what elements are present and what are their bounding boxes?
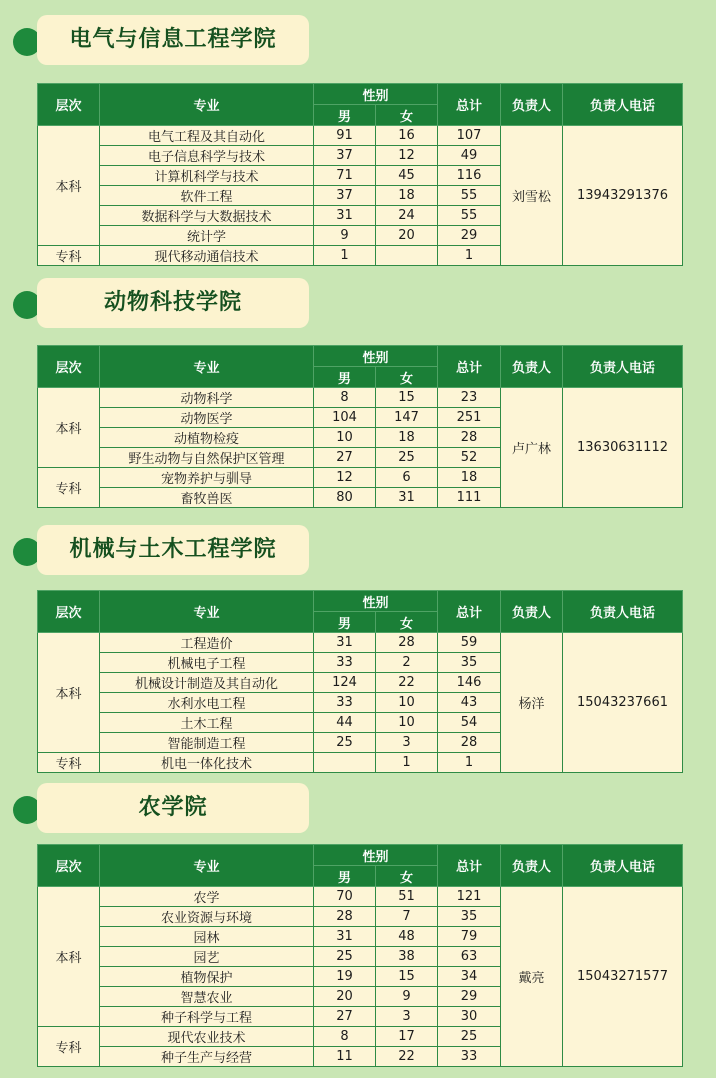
major-cell: 种子生产与经营 [100, 1047, 314, 1067]
female-count: 10 [376, 693, 438, 713]
header-person: 负责人 [501, 346, 563, 388]
major-cell: 园林 [100, 927, 314, 947]
major-cell: 计算机科学与技术 [100, 166, 314, 186]
total-count: 30 [438, 1007, 501, 1027]
male-count: 31 [314, 633, 376, 653]
header-row [38, 591, 683, 612]
header-phone: 负责人电话 [563, 84, 683, 126]
header-gender: 性别 [314, 84, 438, 105]
contact-phone: 15043271577 [563, 887, 683, 1067]
male-count: 91 [314, 126, 376, 146]
major-cell: 软件工程 [100, 186, 314, 206]
female-count: 38 [376, 947, 438, 967]
header-major: 专业 [100, 591, 314, 633]
total-count: 55 [438, 186, 501, 206]
total-count: 54 [438, 713, 501, 733]
male-count: 12 [314, 468, 376, 488]
major-cell: 智慧农业 [100, 987, 314, 1007]
header-row [38, 346, 683, 367]
total-count: 1 [438, 753, 501, 773]
male-count: 33 [314, 693, 376, 713]
major-cell: 园艺 [100, 947, 314, 967]
table-row [38, 388, 683, 408]
female-count: 12 [376, 146, 438, 166]
header-gender: 性别 [314, 591, 438, 612]
female-count: 25 [376, 448, 438, 468]
total-count: 121 [438, 887, 501, 907]
college-title-bar [37, 15, 309, 65]
header-level: 层次 [38, 84, 100, 126]
major-cell: 现代移动通信技术 [100, 246, 314, 266]
total-count: 146 [438, 673, 501, 693]
level-cell: 本科 [38, 887, 100, 1027]
male-count: 1 [314, 246, 376, 266]
female-count: 10 [376, 713, 438, 733]
major-cell: 水利水电工程 [100, 693, 314, 713]
female-count: 6 [376, 468, 438, 488]
total-count: 251 [438, 408, 501, 428]
male-count: 31 [314, 927, 376, 947]
header-female: 女 [376, 367, 438, 388]
enrollment-table [37, 83, 683, 266]
female-count: 18 [376, 428, 438, 448]
total-count: 29 [438, 226, 501, 246]
header-male: 男 [314, 367, 376, 388]
major-cell: 现代农业技术 [100, 1027, 314, 1047]
major-cell: 机械设计制造及其自动化 [100, 673, 314, 693]
major-cell: 宠物养护与驯导 [100, 468, 314, 488]
major-cell: 动物医学 [100, 408, 314, 428]
header-female: 女 [376, 105, 438, 126]
total-count: 43 [438, 693, 501, 713]
header-major: 专业 [100, 346, 314, 388]
total-count: 35 [438, 653, 501, 673]
level-cell: 专科 [38, 1027, 100, 1067]
male-count: 19 [314, 967, 376, 987]
person-in-charge: 卢广林 [501, 388, 563, 508]
male-count: 37 [314, 186, 376, 206]
major-cell: 工程造价 [100, 633, 314, 653]
total-count: 23 [438, 388, 501, 408]
major-cell: 电子信息科学与技术 [100, 146, 314, 166]
major-cell: 智能制造工程 [100, 733, 314, 753]
total-count: 79 [438, 927, 501, 947]
male-count: 70 [314, 887, 376, 907]
male-count: 9 [314, 226, 376, 246]
major-cell: 农学 [100, 887, 314, 907]
total-count: 25 [438, 1027, 501, 1047]
female-count [376, 246, 438, 266]
contact-phone: 13630631112 [563, 388, 683, 508]
major-cell: 动物科学 [100, 388, 314, 408]
table-row [38, 887, 683, 907]
level-cell: 专科 [38, 468, 100, 508]
header-total: 总计 [438, 591, 501, 633]
major-cell: 机电一体化技术 [100, 753, 314, 773]
male-count: 104 [314, 408, 376, 428]
college-title-bar [37, 783, 309, 833]
female-count: 48 [376, 927, 438, 947]
major-cell: 机械电子工程 [100, 653, 314, 673]
major-cell: 土木工程 [100, 713, 314, 733]
major-cell: 数据科学与大数据技术 [100, 206, 314, 226]
total-count: 116 [438, 166, 501, 186]
major-cell: 畜牧兽医 [100, 488, 314, 508]
person-in-charge: 刘雪松 [501, 126, 563, 266]
total-count: 1 [438, 246, 501, 266]
header-gender: 性别 [314, 845, 438, 866]
major-cell: 种子科学与工程 [100, 1007, 314, 1027]
contact-phone: 15043237661 [563, 633, 683, 773]
female-count: 16 [376, 126, 438, 146]
total-count: 49 [438, 146, 501, 166]
college-title: 电气与信息工程学院 [69, 27, 277, 52]
female-count: 9 [376, 987, 438, 1007]
male-count: 25 [314, 947, 376, 967]
total-count: 107 [438, 126, 501, 146]
college-title: 动物科技学院 [103, 290, 242, 315]
total-count: 55 [438, 206, 501, 226]
total-count: 63 [438, 947, 501, 967]
female-count: 3 [376, 1007, 438, 1027]
male-count: 11 [314, 1047, 376, 1067]
major-cell: 农业资源与环境 [100, 907, 314, 927]
male-count [314, 753, 376, 773]
female-count: 22 [376, 1047, 438, 1067]
header-major: 专业 [100, 84, 314, 126]
header-row [38, 845, 683, 866]
major-cell: 统计学 [100, 226, 314, 246]
male-count: 25 [314, 733, 376, 753]
female-count: 18 [376, 186, 438, 206]
header-male: 男 [314, 866, 376, 887]
header-total: 总计 [438, 346, 501, 388]
header-total: 总计 [438, 84, 501, 126]
total-count: 29 [438, 987, 501, 1007]
table-row [38, 633, 683, 653]
enrollment-table [37, 590, 683, 773]
female-count: 31 [376, 488, 438, 508]
college-title: 农学院 [138, 795, 208, 820]
male-count: 80 [314, 488, 376, 508]
total-count: 52 [438, 448, 501, 468]
major-cell: 动植物检疫 [100, 428, 314, 448]
male-count: 31 [314, 206, 376, 226]
total-count: 111 [438, 488, 501, 508]
college-title-bar [37, 525, 309, 575]
male-count: 8 [314, 1027, 376, 1047]
header-row [38, 84, 683, 105]
enrollment-table [37, 345, 683, 508]
female-count: 3 [376, 733, 438, 753]
male-count: 124 [314, 673, 376, 693]
male-count: 20 [314, 987, 376, 1007]
table-row [38, 126, 683, 146]
male-count: 8 [314, 388, 376, 408]
female-count: 22 [376, 673, 438, 693]
header-level: 层次 [38, 591, 100, 633]
enrollment-table [37, 844, 683, 1067]
female-count: 2 [376, 653, 438, 673]
total-count: 34 [438, 967, 501, 987]
contact-phone: 13943291376 [563, 126, 683, 266]
header-male: 男 [314, 105, 376, 126]
major-cell: 植物保护 [100, 967, 314, 987]
female-count: 1 [376, 753, 438, 773]
female-count: 28 [376, 633, 438, 653]
male-count: 44 [314, 713, 376, 733]
header-female: 女 [376, 866, 438, 887]
header-male: 男 [314, 612, 376, 633]
header-gender: 性别 [314, 346, 438, 367]
header-level: 层次 [38, 845, 100, 887]
male-count: 27 [314, 448, 376, 468]
header-female: 女 [376, 612, 438, 633]
major-cell: 电气工程及其自动化 [100, 126, 314, 146]
header-phone: 负责人电话 [563, 591, 683, 633]
header-phone: 负责人电话 [563, 346, 683, 388]
college-title-bar [37, 278, 309, 328]
level-cell: 本科 [38, 388, 100, 468]
header-level: 层次 [38, 346, 100, 388]
person-in-charge: 戴亮 [501, 887, 563, 1067]
female-count: 7 [376, 907, 438, 927]
male-count: 27 [314, 1007, 376, 1027]
total-count: 18 [438, 468, 501, 488]
total-count: 35 [438, 907, 501, 927]
male-count: 37 [314, 146, 376, 166]
male-count: 28 [314, 907, 376, 927]
female-count: 147 [376, 408, 438, 428]
level-cell: 专科 [38, 753, 100, 773]
female-count: 45 [376, 166, 438, 186]
header-person: 负责人 [501, 84, 563, 126]
major-cell: 野生动物与自然保护区管理 [100, 448, 314, 468]
female-count: 17 [376, 1027, 438, 1047]
female-count: 20 [376, 226, 438, 246]
header-person: 负责人 [501, 845, 563, 887]
total-count: 59 [438, 633, 501, 653]
male-count: 71 [314, 166, 376, 186]
total-count: 33 [438, 1047, 501, 1067]
total-count: 28 [438, 733, 501, 753]
male-count: 10 [314, 428, 376, 448]
female-count: 24 [376, 206, 438, 226]
header-total: 总计 [438, 845, 501, 887]
person-in-charge: 杨洋 [501, 633, 563, 773]
college-title: 机械与土木工程学院 [69, 537, 277, 562]
male-count: 33 [314, 653, 376, 673]
female-count: 51 [376, 887, 438, 907]
female-count: 15 [376, 967, 438, 987]
header-phone: 负责人电话 [563, 845, 683, 887]
total-count: 28 [438, 428, 501, 448]
header-major: 专业 [100, 845, 314, 887]
header-person: 负责人 [501, 591, 563, 633]
level-cell: 专科 [38, 246, 100, 266]
level-cell: 本科 [38, 126, 100, 246]
female-count: 15 [376, 388, 438, 408]
level-cell: 本科 [38, 633, 100, 753]
